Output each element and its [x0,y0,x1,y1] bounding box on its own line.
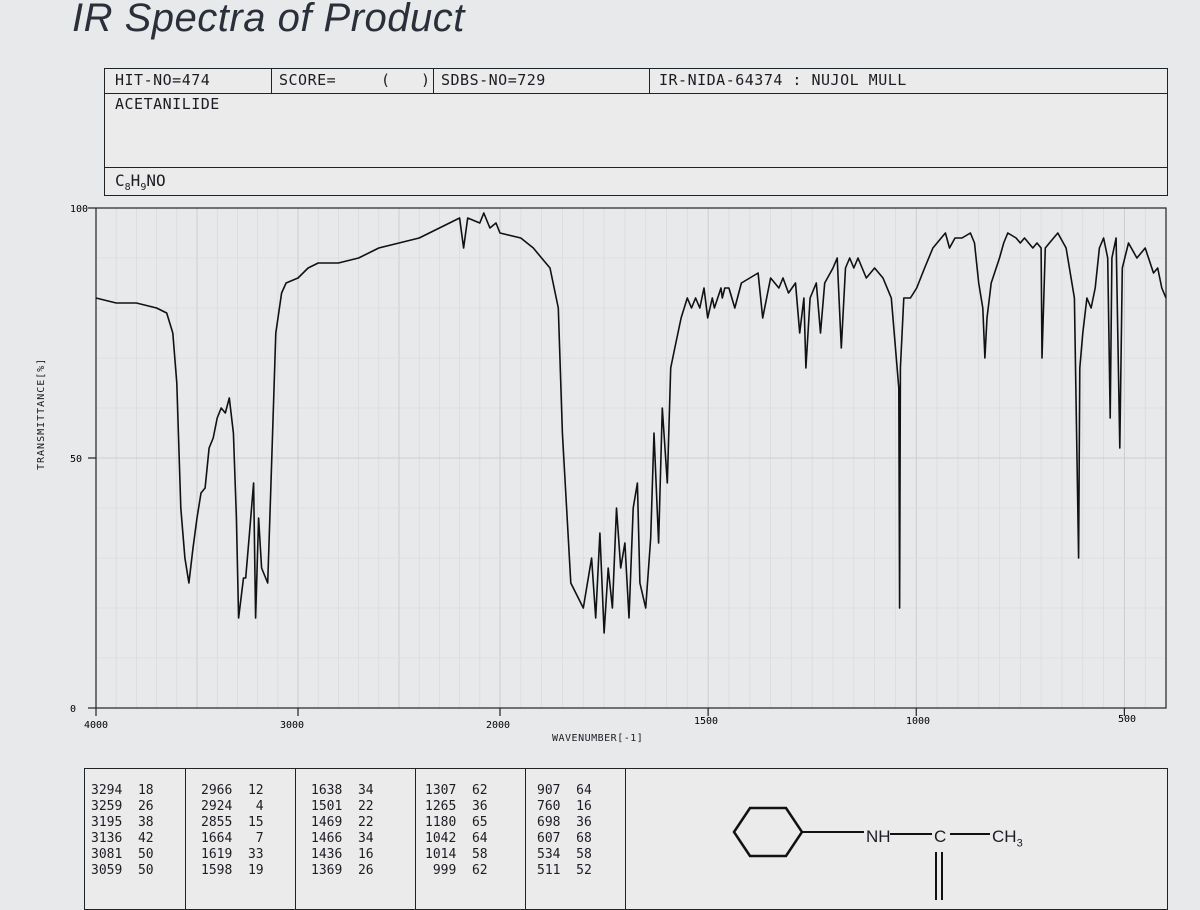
peak-entry: 1619 33 [201,847,264,862]
peak-column [201,783,264,879]
x-axis-label: WAVENUMBER[-1] [552,733,644,744]
spectrum-line [96,213,1166,633]
score-paren-close: ) [421,71,431,89]
peak-entry: 1307 62 [425,783,488,798]
sdbs-number: SDBS-NO=729 [441,71,546,89]
page-title: IR Spectra of Product [72,0,465,40]
peak-column-divider [625,769,626,909]
peak-entry: 907 64 [537,783,592,798]
peak-entry: 2855 15 [201,815,264,830]
peak-entry: 1369 26 [311,863,374,878]
x-tick-label: 500 [1118,714,1137,725]
x-tick-label: 3000 [280,720,305,731]
peak-column [311,783,374,879]
peak-entry: 1265 36 [425,799,488,814]
peak-column-divider [185,769,186,909]
chart-grid [96,208,1166,708]
peak-entry: 1469 22 [311,815,374,830]
peak-column [537,783,592,879]
score-paren-open: ( [381,71,391,89]
peak-entry: 999 62 [432,863,488,878]
peak-entry: 3059 50 [91,863,154,878]
y-tick-label: 0 [70,704,77,715]
peak-entry: 2966 12 [201,783,264,798]
peak-entry: 3195 38 [91,815,154,830]
peak-column [91,783,154,879]
peak-entry: 1014 58 [425,847,488,862]
x-tick-label: 1500 [694,716,719,727]
benzene-ring-icon [728,790,868,900]
peak-column-divider [415,769,416,909]
y-tick-label: 100 [70,204,89,215]
carbonyl-carbon-label: C [934,827,947,846]
x-tick-label: 1000 [906,716,931,727]
peak-entry: 3081 50 [91,847,154,862]
peak-entry: 1042 64 [425,831,488,846]
peak-column-divider [295,769,296,909]
peak-entry: 511 52 [537,863,592,878]
peak-entry: 698 36 [537,815,592,830]
peak-column [425,783,488,879]
score-label: SCORE= [279,71,337,89]
axis-ticks [88,208,1124,716]
peak-entry: 760 16 [537,799,592,814]
methyl-group-label: $CH_3$ [992,827,1023,850]
peak-entry: 1638 34 [311,783,374,798]
peak-entry: 1501 22 [311,799,374,814]
peak-entry: 1598 19 [201,863,264,878]
molecular-formula: $C_8H_9NO$ [115,171,166,194]
peak-entry: 607 68 [537,831,592,846]
x-tick-label: 2000 [486,720,511,731]
peak-entry: 1466 34 [311,831,374,846]
peak-entry: 534 58 [537,847,592,862]
hit-number: HIT-NO=474 [115,71,211,89]
y-tick-label: 50 [70,454,83,465]
ir-nida-info: IR-NIDA-64374 : NUJOL MULL [659,71,907,89]
nh-group-label: NH [866,827,891,846]
peak-entry: 3136 42 [91,831,154,846]
peak-column-divider [525,769,526,909]
peak-entry: 3294 18 [91,783,154,798]
y-axis-label: TRANSMITTANCE[%] [36,357,47,470]
x-tick-label: 4000 [84,720,109,731]
peak-entry: 3259 26 [91,799,154,814]
peak-entry: 1180 65 [425,815,488,830]
peak-entry: 1436 16 [311,847,374,862]
amide-bonds [890,790,1090,900]
peak-entry: 1664 7 [201,831,264,846]
peak-entry: 2924 4 [201,799,264,814]
compound-name: ACETANILIDE [115,95,220,113]
